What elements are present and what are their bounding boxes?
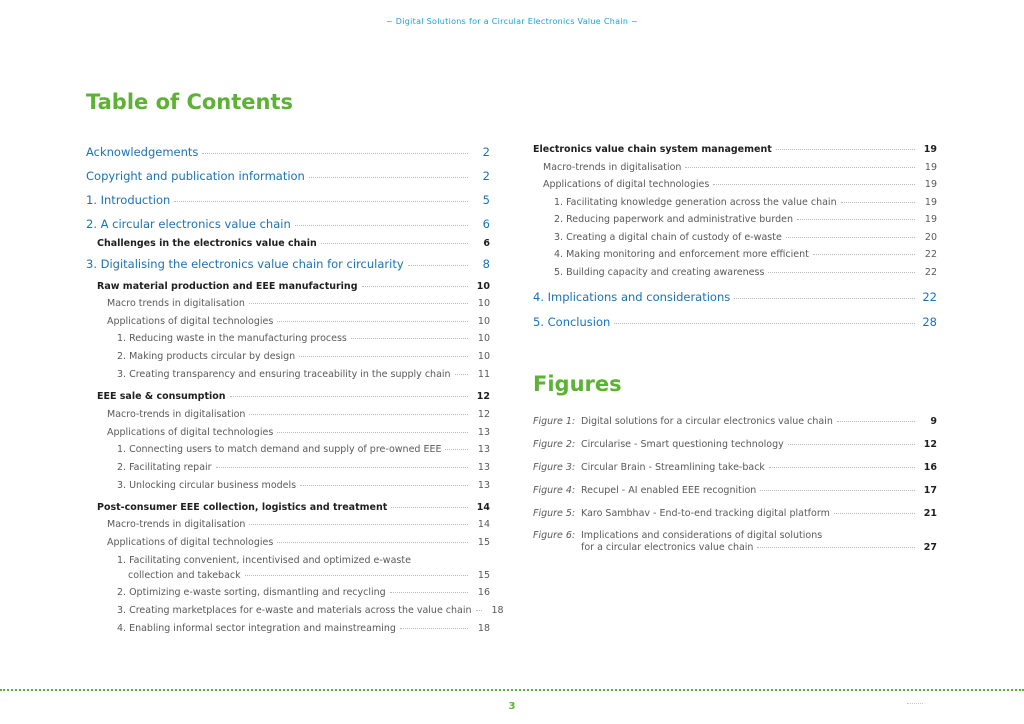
dot-leader	[174, 201, 468, 202]
toc-entry-introduction[interactable]: 1. Introduction 5	[86, 193, 490, 207]
toc-entry-acknowledgements[interactable]: Acknowledgements 2	[86, 145, 490, 159]
page-number: 10	[477, 298, 490, 309]
toc-entry-post-consumer[interactable]: Post-consumer EEE collection, logistics and treatment 14	[97, 502, 490, 513]
figure-caption: Recupel - AI enabled EEE recognition	[581, 485, 757, 496]
dot-leader	[277, 432, 468, 433]
page-number: 10	[477, 333, 490, 344]
toc-entry-transparency[interactable]: 3. Creating transparency and ensuring traceability in the supply chain 11	[117, 369, 490, 380]
toc-entry-reducing-waste[interactable]: 1. Reducing waste in the manufacturing process 10	[117, 333, 490, 344]
page-number: 19	[923, 144, 937, 155]
toc-entry-knowledge-generation[interactable]: 1. Facilitating knowledge generation across the value chain 19	[554, 197, 937, 208]
toc-entry-challenges[interactable]: Challenges in the electronics value chain 6	[97, 238, 490, 249]
dot-leader	[362, 286, 469, 287]
toc-entry-connecting-users[interactable]: 1. Connecting users to match demand and supply of pre-owned EEE 13	[117, 444, 490, 455]
toc-entry-raw-material[interactable]: Raw material production and EEE manufacturing 10	[97, 281, 490, 292]
dot-leader	[309, 177, 468, 178]
dot-leader	[768, 272, 915, 273]
page-number: 16	[477, 587, 490, 598]
page-number: 27	[923, 542, 937, 553]
dot-leader	[813, 254, 915, 255]
page-number: 13	[477, 480, 490, 491]
toc-title: Table of Contents	[86, 90, 294, 114]
figure-label: Figure 2:	[533, 439, 576, 450]
toc-entry-chain-of-custody[interactable]: 3. Creating a digital chain of custody of e-waste 20	[554, 232, 937, 243]
toc-entry-optimizing-sorting[interactable]: 2. Optimizing e-waste sorting, dismantling and recycling 16	[117, 587, 490, 598]
figure-caption: Digital solutions for a circular electronics value chain	[581, 416, 833, 427]
running-header: ~ Digital Solutions for a Circular Electronics Value Chain ~	[385, 17, 639, 26]
toc-entry-business-models[interactable]: 3. Unlocking circular business models 13	[117, 480, 490, 491]
page-number: 13	[477, 444, 490, 455]
toc-entry-applications[interactable]: Applications of digital technologies 10	[107, 316, 490, 327]
page-number: 18	[477, 623, 490, 634]
page-number: 15	[477, 537, 490, 548]
page-number: 20	[924, 232, 937, 243]
toc-entry-marketplaces[interactable]: 3. Creating marketplaces for e-waste and materials across the value chain 18	[117, 605, 504, 616]
figures-title: Figures	[533, 372, 622, 396]
page-number: 15	[477, 570, 490, 581]
toc-entry-system-management[interactable]: Electronics value chain system management 19	[533, 144, 937, 155]
dot-leader	[216, 467, 468, 468]
toc-entry-digitalising[interactable]: 3. Digitalising the electronics value chain for circularity 8	[86, 257, 490, 271]
page-number: 17	[923, 485, 937, 496]
page-number: 19	[924, 179, 937, 190]
page-number: 10	[477, 351, 490, 362]
footer-dotted-rule	[0, 689, 1024, 691]
toc-entry-monitoring[interactable]: 4. Making monitoring and enforcement more efficient 22	[554, 249, 937, 260]
dot-leader	[277, 321, 468, 322]
page-number: 18	[491, 605, 504, 616]
dot-leader	[245, 575, 468, 576]
toc-entry-macro-trends[interactable]: Macro-trends in digitalisation 19	[543, 162, 937, 173]
page-number: 10	[476, 281, 490, 292]
footer-mark	[907, 703, 923, 704]
dot-leader	[786, 237, 915, 238]
dot-leader	[769, 467, 915, 468]
page-number: 12	[923, 439, 937, 450]
toc-entry-applications[interactable]: Applications of digital technologies 15	[107, 537, 490, 548]
page-number: 19	[924, 162, 937, 173]
toc-entry-implications[interactable]: 4. Implications and considerations 22	[533, 290, 937, 304]
dot-leader	[455, 374, 468, 375]
dot-leader	[776, 149, 915, 150]
figure-label: Figure 6:	[533, 530, 576, 541]
toc-entry-macro-trends[interactable]: Macro trends in digitalisation 10	[107, 298, 490, 309]
figure-entry-6[interactable]	[533, 530, 937, 553]
dot-leader	[295, 225, 468, 226]
dot-leader	[321, 243, 468, 244]
dot-leader	[249, 524, 468, 525]
page-number: 19	[924, 197, 937, 208]
figure-entry-3[interactable]	[533, 462, 937, 473]
toc-entry-conclusion[interactable]: 5. Conclusion 28	[533, 315, 937, 329]
dot-leader	[841, 202, 915, 203]
toc-entry-circular-value-chain[interactable]: 2. A circular electronics value chain 6	[86, 217, 490, 231]
toc-entry-informal-sector[interactable]: 4. Enabling informal sector integration and mainstreaming 18	[117, 623, 490, 634]
figure-caption-continued: for a circular electronics value chain	[581, 542, 754, 553]
page-number: 16	[923, 462, 937, 473]
dot-leader	[277, 542, 468, 543]
figure-entry-1[interactable]	[533, 416, 937, 427]
page-number: 19	[924, 214, 937, 225]
dot-leader	[408, 265, 468, 266]
toc-entry-macro-trends[interactable]: Macro-trends in digitalisation 12	[107, 409, 490, 420]
dot-leader	[614, 323, 915, 324]
toc-entry-building-capacity[interactable]: 5. Building capacity and creating awareness 22	[554, 267, 937, 278]
page-number: 2	[482, 145, 490, 159]
dot-leader	[685, 167, 915, 168]
page-number: 5	[482, 193, 490, 207]
figure-entry-5[interactable]	[533, 508, 937, 519]
dot-leader	[249, 303, 468, 304]
dot-leader	[299, 356, 468, 357]
page-number: 6	[483, 238, 490, 249]
figure-caption: Circular Brain - Streamlining take-back	[581, 462, 765, 473]
figure-label: Figure 4:	[533, 485, 576, 496]
page-number: 14	[477, 519, 490, 530]
dot-leader	[400, 628, 468, 629]
dot-leader	[390, 592, 468, 593]
page-number: 11	[477, 369, 490, 380]
page-number: 13	[477, 462, 490, 473]
toc-entry-reducing-paperwork[interactable]: 2. Reducing paperwork and administrative burden 19	[554, 214, 937, 225]
dot-leader	[202, 153, 468, 154]
toc-entry-applications[interactable]: Applications of digital technologies 13	[107, 427, 490, 438]
page-number: 9	[930, 416, 937, 427]
dot-leader	[734, 298, 915, 299]
page-number: 28	[922, 315, 937, 329]
dot-leader	[837, 421, 915, 422]
toc-entry-convenient-collection[interactable]: 1. Facilitating convenient, incentivised and optimized e-waste	[117, 555, 411, 566]
dot-leader	[797, 219, 915, 220]
figure-label: Figure 5:	[533, 508, 576, 519]
dot-leader	[834, 513, 915, 514]
figure-caption: Karo Sambhav - End-to-end tracking digital platform	[581, 508, 830, 519]
toc-entry-copyright[interactable]: Copyright and publication information 2	[86, 169, 490, 183]
page-number: 12	[477, 409, 490, 420]
dot-leader	[713, 184, 915, 185]
page-number: 22	[924, 267, 937, 278]
page-number: 10	[477, 316, 490, 327]
figure-caption: Circularise - Smart questioning technology	[581, 439, 784, 450]
page-number: 2	[482, 169, 490, 183]
page-number: 8	[482, 257, 490, 271]
dot-leader	[249, 414, 468, 415]
dot-leader	[351, 338, 468, 339]
dot-leader	[300, 485, 468, 486]
figure-caption: Implications and considerations of digital solutions	[581, 530, 823, 541]
dot-leader	[760, 490, 915, 491]
page-number: 12	[476, 391, 490, 402]
toc-entry-facilitating-repair[interactable]: 2. Facilitating repair 13	[117, 462, 490, 473]
page-number: 22	[924, 249, 937, 260]
page-number: 13	[477, 427, 490, 438]
page-number-footer: 3	[508, 701, 516, 712]
dot-leader	[391, 507, 468, 508]
dot-leader	[445, 449, 468, 450]
toc-entry-applications[interactable]: Applications of digital technologies 19	[543, 179, 937, 190]
figure-label: Figure 3:	[533, 462, 576, 473]
page-number: 22	[922, 290, 937, 304]
figure-entry-4[interactable]	[533, 485, 937, 496]
dot-leader	[757, 547, 915, 548]
page-number: 14	[476, 502, 490, 513]
figure-entry-2[interactable]	[533, 439, 937, 450]
toc-entry-macro-trends[interactable]: Macro-trends in digitalisation 14	[107, 519, 490, 530]
toc-entry-eee-sale[interactable]: EEE sale & consumption 12	[97, 391, 490, 402]
page-number: 21	[923, 508, 937, 519]
dot-leader	[230, 396, 468, 397]
figure-label: Figure 1:	[533, 416, 576, 427]
dot-leader	[476, 610, 482, 611]
toc-entry-circular-by-design[interactable]: 2. Making products circular by design 10	[117, 351, 490, 362]
dot-leader	[788, 444, 915, 445]
toc-entry-collection-takeback[interactable]: collection and takeback 15	[128, 570, 490, 581]
page-number: 6	[482, 217, 490, 231]
